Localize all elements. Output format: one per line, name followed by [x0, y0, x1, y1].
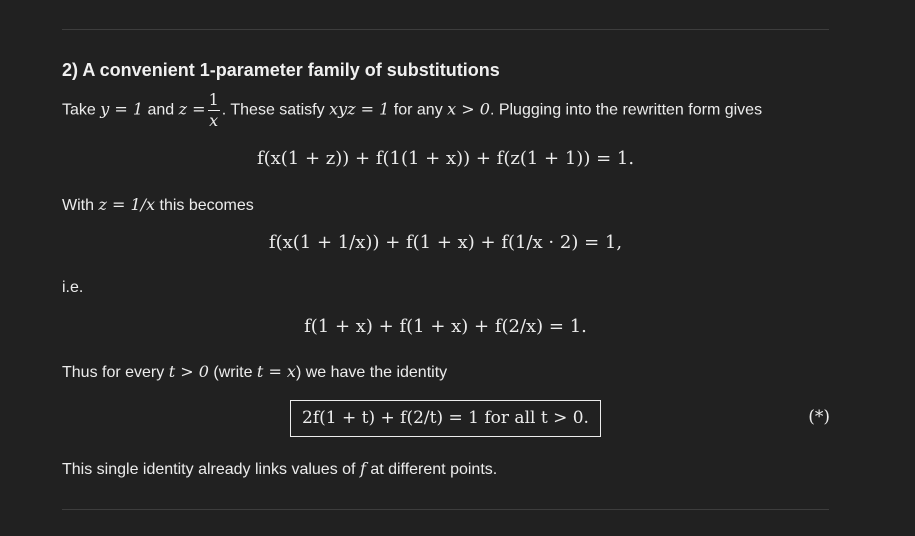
section-heading: 2) A convenient 1-parameter family of substitutions — [62, 60, 500, 80]
text-with: With — [62, 197, 94, 214]
text-and: and — [147, 101, 175, 119]
top-divider — [62, 29, 829, 30]
text-links-values: This single identity already links values of — [62, 461, 356, 478]
text-different-points: at different points. — [370, 461, 498, 478]
boxed-identity-equation: 2f(1 + t) + f(2/t) = 1 for all t > 0. — [290, 400, 601, 437]
math-x-gt-0: x > 0 — [447, 99, 490, 119]
paragraph-with-z — [62, 195, 254, 215]
text-thus-for-every: Thus for every — [62, 364, 165, 381]
fraction-one-over-x — [208, 90, 220, 131]
text-this-becomes: this becomes — [159, 197, 254, 214]
equation-substituted: f(x(1 + 1/x)) + f(1 + x) + f(1/x · 2) = 1, — [268, 232, 623, 253]
text-plugging: . Plugging into the rewritten form gives — [489, 101, 763, 119]
paragraph-conclusion — [62, 459, 497, 479]
math-f: f — [359, 459, 366, 478]
math-z-eq-1-over-x: z = 1/x — [98, 195, 156, 214]
math-xyz-eq-1: xyz = 1 — [329, 99, 390, 119]
math-t-gt-0: t > 0 — [168, 362, 209, 381]
fraction-numerator: 1 — [208, 90, 219, 109]
text-these-satisfy: . These satisfy — [221, 101, 325, 119]
equation-rewritten-form: f(x(1 + z)) + f(1(1 + x)) + f(z(1 + 1)) = 1. — [256, 148, 635, 169]
text-identity: ) we have the identity — [295, 364, 448, 381]
math-z-eq: z = — [178, 99, 206, 119]
text-take: Take — [62, 101, 96, 119]
math-t-eq-x: t = x — [256, 362, 296, 381]
text-write: (write — [213, 364, 253, 381]
equation-tag: (*) — [808, 407, 830, 427]
bottom-divider — [62, 509, 829, 510]
paragraph-ie: i.e. — [62, 279, 84, 296]
paragraph-identity-intro — [62, 362, 447, 382]
fraction-denominator: x — [209, 111, 219, 130]
text-for-any: for any — [393, 101, 443, 119]
paragraph-substitution — [62, 90, 762, 131]
equation-simplified: f(1 + x) + f(1 + x) + f(2/x) = 1. — [304, 316, 587, 337]
math-y-eq-1: y = 1 — [100, 99, 144, 119]
